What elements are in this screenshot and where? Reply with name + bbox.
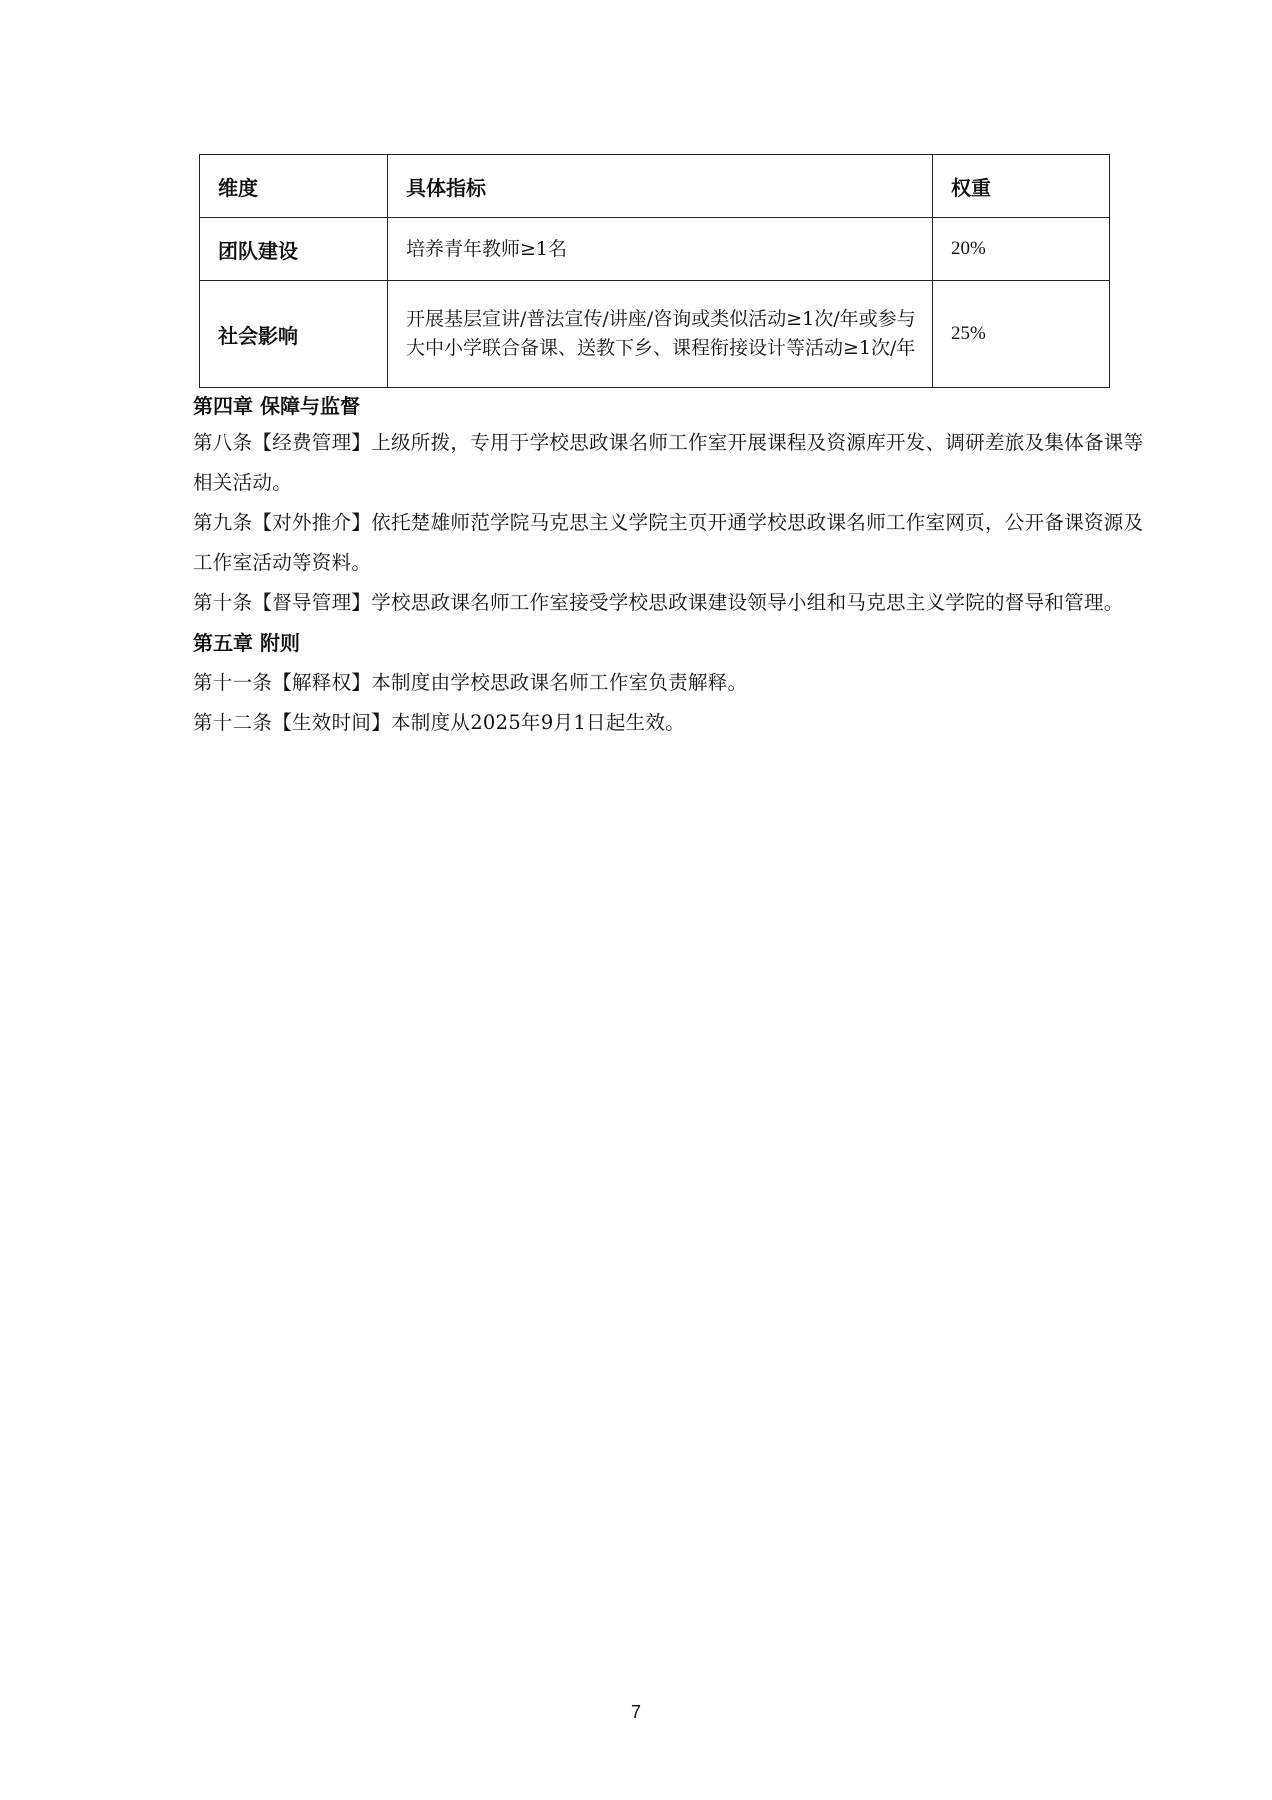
article-12: 第十二条【生效时间】本制度从2025年9月1日起生效。 <box>193 711 686 734</box>
chapter-4-heading: 第四章 保障与监督 <box>193 394 360 418</box>
table-row <box>200 218 1110 281</box>
cell-weight: 20% <box>933 218 1110 281</box>
document-body <box>193 389 1163 743</box>
header-dimension: 维度 <box>200 155 388 218</box>
cell-indicator: 培养青年教师≥1名 <box>388 218 933 281</box>
cell-dimension: 社会影响 <box>200 281 388 388</box>
chapter-5-heading: 第五章 附则 <box>193 631 300 655</box>
cell-indicator: 开展基层宣讲/普法宣传/讲座/咨询或类似活动≥1次/年或参与大中小学联合备课、送教下乡、课程衔接设计等活动≥1次/年 <box>388 281 933 388</box>
article-11: 第十一条【解释权】本制度由学校思政课名师工作室负责解释。 <box>193 671 748 694</box>
cell-weight: 25% <box>933 281 1110 388</box>
article-9: 第九条【对外推介】依托楚雄师范学院马克思主义学院主页开通学校思政课名师工作室网页，公开备课资源及工作室活动等资料。 <box>193 511 1144 574</box>
table-row <box>200 281 1110 388</box>
cell-dimension: 团队建设 <box>200 218 388 281</box>
article-10: 第十条【督导管理】学校思政课名师工作室接受学校思政课建设领导小组和马克思主义学院的督导和管理。 <box>193 591 1124 614</box>
metrics-table <box>199 154 1110 388</box>
article-8: 第八条【经费管理】上级所拨，专用于学校思政课名师工作室开展课程及资源库开发、调研差旅及集体备课等相关活动。 <box>193 431 1144 494</box>
page-number: 7 <box>630 1702 641 1722</box>
header-weight: 权重 <box>933 155 1110 218</box>
header-indicator: 具体指标 <box>388 155 933 218</box>
table-header-row <box>200 155 1110 218</box>
